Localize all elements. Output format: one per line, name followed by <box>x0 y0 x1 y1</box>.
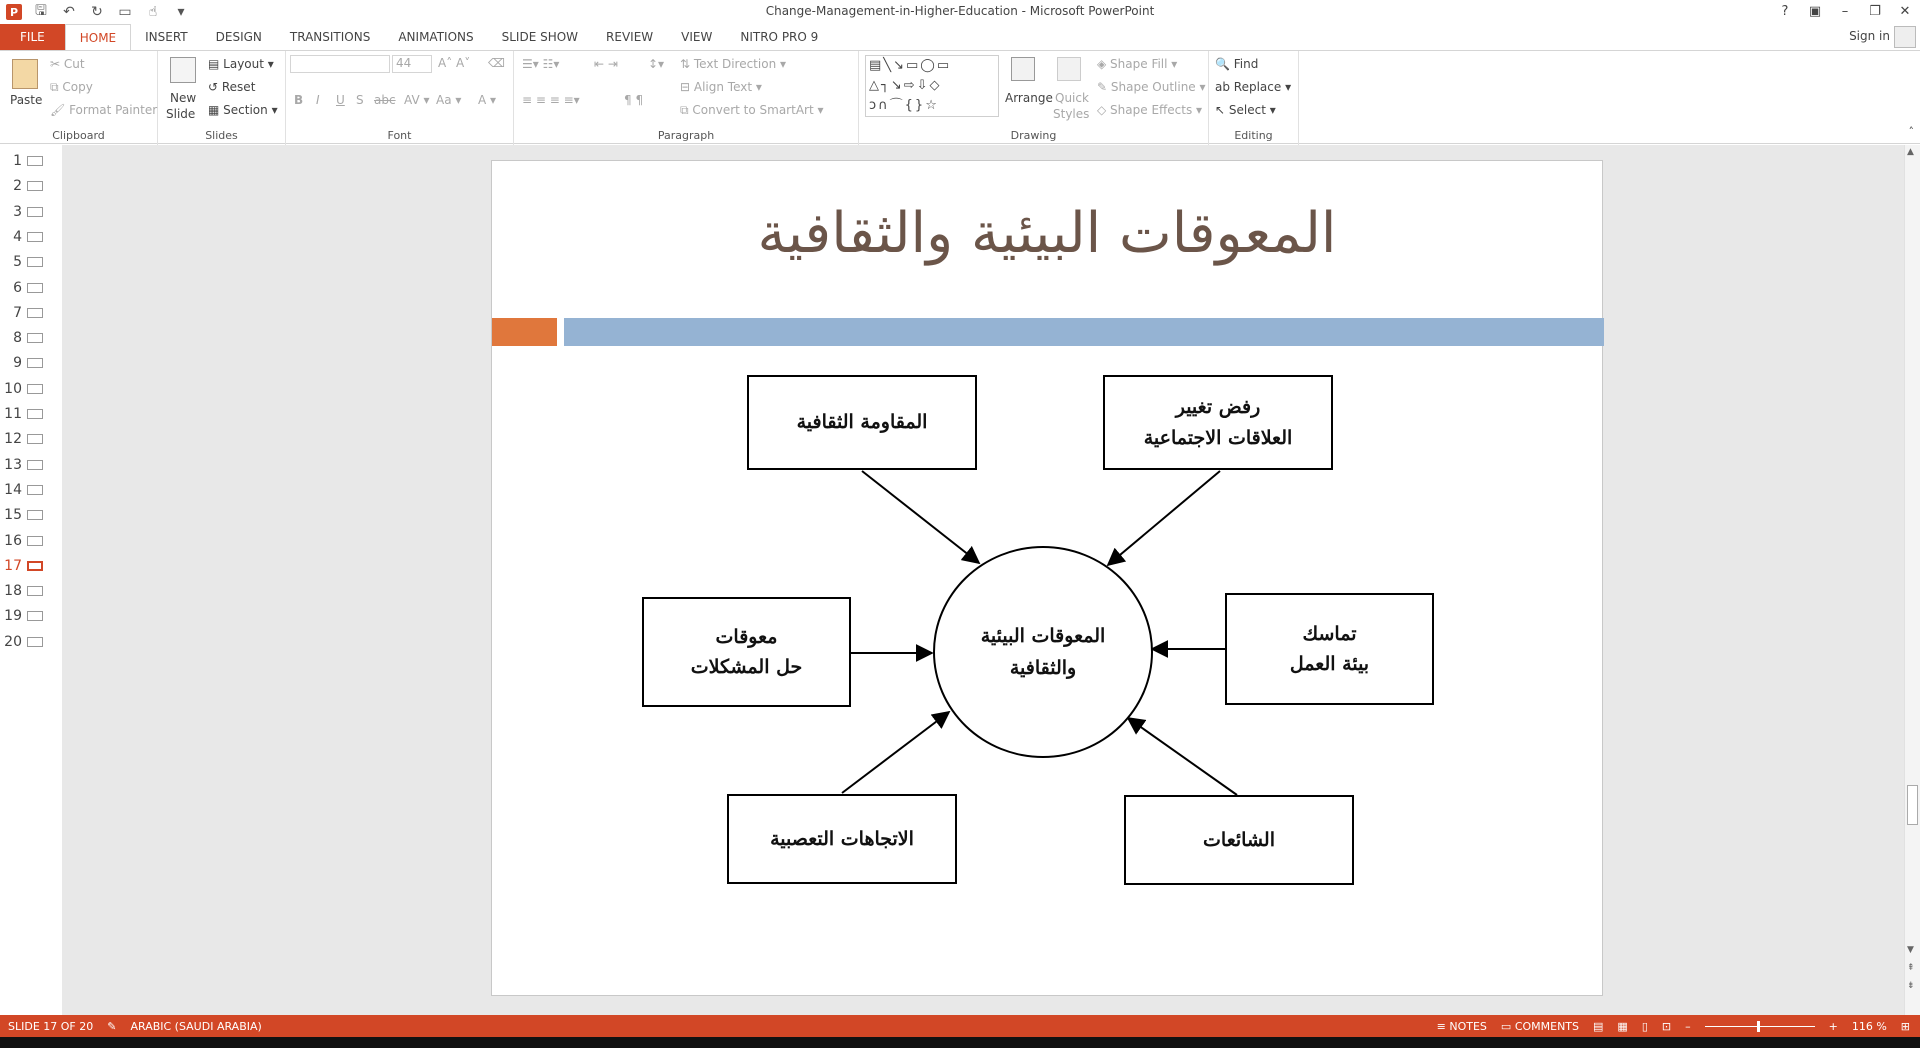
drawing-group <box>859 51 1209 145</box>
indent-icon[interactable]: ⇤ ⇥ <box>594 57 618 71</box>
convert-smartart-label: Convert to SmartArt <box>692 103 814 117</box>
sign-in-link[interactable]: Sign in <box>1849 29 1890 43</box>
slide-number: 20 <box>4 633 22 650</box>
change-case-icon[interactable]: Aa ▾ <box>436 93 462 107</box>
replace-button[interactable]: ab Replace ▾ <box>1215 80 1292 94</box>
status-bar <box>0 1015 1920 1037</box>
slide-number: 8 <box>13 330 22 347</box>
arrow-bottom-left <box>842 712 949 793</box>
slide-sorter-icon[interactable]: ▦ <box>1617 1019 1628 1033</box>
scroll-thumb[interactable] <box>1907 785 1918 825</box>
convert-smartart-button[interactable]: ⧉ Convert to SmartArt ▾ <box>680 103 824 117</box>
minimize-icon[interactable]: – <box>1841 4 1849 19</box>
slide-thumbnail[interactable] <box>0 303 62 323</box>
slide-thumbnail-preview[interactable] <box>27 207 43 217</box>
slide-thumbnail-preview[interactable] <box>27 283 43 293</box>
new-slide-icon[interactable] <box>170 57 196 83</box>
slide-number: 1 <box>13 153 22 169</box>
scroll-up-icon[interactable]: ▲ <box>1907 147 1914 157</box>
slide-number: 17 <box>4 557 22 574</box>
slide-thumbnail-preview[interactable] <box>27 586 43 596</box>
slide-number: 18 <box>4 583 22 600</box>
tab-transitions[interactable]: TRANSITIONS <box>289 30 371 44</box>
touch-mode-icon[interactable]: ☝ <box>148 4 158 20</box>
box-problem-solving-obstacles[interactable]: معوقات حل المشكلات <box>642 597 851 707</box>
align-icons[interactable]: ≡ ≡ ≡ ≡▾ <box>522 93 580 107</box>
slide-number: 4 <box>13 228 22 245</box>
shape-effects-button[interactable]: ◇ Shape Effects ▾ <box>1097 103 1203 117</box>
shape-outline-label: Shape Outline <box>1110 80 1196 94</box>
next-slide-icon[interactable]: ⇟ <box>1907 981 1915 991</box>
find-label: Find <box>1233 57 1259 71</box>
redo-icon[interactable]: ↻ <box>91 4 103 20</box>
box-biased-attitudes[interactable]: الاتجاهات التعصبية <box>727 794 957 884</box>
slide-thumbnail[interactable] <box>0 632 62 652</box>
powerpoint-logo-icon: P <box>6 4 22 20</box>
font-size-input[interactable]: 44 <box>392 55 432 73</box>
copy-label: Copy <box>62 80 93 94</box>
cut-button[interactable]: ✂ Cut <box>50 57 85 71</box>
restore-icon[interactable]: ❐ <box>1869 4 1881 19</box>
ribbon <box>0 50 1920 144</box>
format-painter-label: Format Painter <box>69 103 158 117</box>
save-icon[interactable]: 🖫 <box>35 3 47 19</box>
arrange-icon[interactable] <box>1011 57 1035 81</box>
slide-thumbnail-preview[interactable] <box>27 460 43 470</box>
select-label: Select <box>1228 103 1266 117</box>
box-work-cohesion[interactable]: تماسك بيئة العمل <box>1225 593 1434 705</box>
tab-nitro[interactable]: NITRO PRO 9 <box>740 30 819 44</box>
ribbon-tabs <box>0 24 1920 50</box>
slide-thumbnail-preview[interactable] <box>27 611 43 621</box>
find-button[interactable]: 🔍 Find <box>1215 57 1259 71</box>
reading-view-icon[interactable]: ▯ <box>1641 1019 1648 1033</box>
ribbon-display-icon[interactable]: ▣ <box>1808 4 1822 19</box>
section-label: Section <box>223 103 268 117</box>
tab-slide-show[interactable]: SLIDE SHOW <box>501 30 579 44</box>
slide-thumbnail-preview[interactable] <box>27 181 43 191</box>
drawing-label: Drawing <box>1010 129 1057 142</box>
bullets-icon[interactable]: ☰▾ ☷▾ <box>522 57 560 71</box>
slide-thumbnail[interactable] <box>0 505 62 525</box>
slide-thumbnail-preview[interactable] <box>27 485 43 495</box>
slide-number: 13 <box>4 456 22 473</box>
slide-number: 15 <box>4 507 22 524</box>
taskbar-strip <box>0 1037 1920 1048</box>
align-text-button[interactable]: ⊟ Align Text ▾ <box>680 80 762 94</box>
slide-counter: SLIDE 17 OF 20 <box>8 1019 94 1033</box>
tab-design[interactable]: DESIGN <box>215 30 262 44</box>
slide-thumbnail[interactable] <box>0 202 62 222</box>
spellcheck-icon[interactable]: ✎ <box>107 1019 117 1033</box>
comments-label: COMMENTS <box>1514 1019 1580 1033</box>
language-indicator[interactable]: ARABIC (SAUDI ARABIA) <box>130 1019 262 1033</box>
slide-thumbnail-preview[interactable] <box>27 333 43 343</box>
presentation-icon[interactable]: ▭ <box>118 4 132 20</box>
slide-thumbnail-preview[interactable] <box>27 536 43 546</box>
copy-button[interactable]: ⧉ Copy <box>50 80 93 94</box>
reset-button[interactable]: ↺ Reset <box>208 80 256 94</box>
slide-thumbnail[interactable] <box>0 404 62 424</box>
center-circle[interactable]: المعوقات البيئية والثقافية <box>933 546 1153 758</box>
slide-number: 19 <box>4 608 22 625</box>
quick-styles-button-line2[interactable]: Styles <box>1053 107 1090 121</box>
slide-thumbnail-preview[interactable] <box>27 637 43 647</box>
shape-fill-button[interactable]: ◈ Shape Fill ▾ <box>1097 57 1178 71</box>
slide-thumbnail[interactable] <box>0 455 62 475</box>
undo-icon[interactable]: ↶ <box>63 4 75 20</box>
zoom-out-icon[interactable]: – <box>1685 1019 1691 1033</box>
replace-label: Replace <box>1233 80 1282 94</box>
slide-thumbnail[interactable] <box>0 429 62 449</box>
slide-thumbnail-preview[interactable] <box>27 232 43 242</box>
font-label: Font <box>387 129 412 142</box>
slide-thumbnail-pane <box>0 145 62 1015</box>
zoom-in-icon[interactable]: + <box>1828 1019 1838 1033</box>
align-text-label: Align Text <box>693 80 753 94</box>
slide-thumbnail[interactable] <box>0 581 62 601</box>
slide-thumbnail-preview[interactable] <box>27 561 43 571</box>
slide-thumbnail[interactable] <box>0 176 62 196</box>
slide-thumbnail[interactable] <box>0 606 62 626</box>
shape-effects-label: Shape Effects <box>1110 103 1193 117</box>
slide-title[interactable]: المعوقات البيئية والثقافية <box>757 201 1337 266</box>
slide-number: 6 <box>13 279 22 296</box>
clipboard-label: Clipboard <box>52 129 105 142</box>
clipboard-group <box>0 51 158 145</box>
tab-review[interactable]: REVIEW <box>606 30 654 44</box>
shape-outline-button[interactable]: ✎ Shape Outline ▾ <box>1097 80 1206 94</box>
editing-group <box>1209 51 1299 145</box>
slide-number: 7 <box>13 304 22 321</box>
quick-styles-icon[interactable] <box>1057 57 1081 81</box>
window-title: Change-Management-in-Higher-Education - Microsoft PowerPoint <box>765 4 1155 18</box>
layout-button[interactable]: ▤ Layout ▾ <box>208 57 274 71</box>
tab-insert[interactable]: INSERT <box>145 30 188 44</box>
new-slide-button[interactable]: New <box>170 91 197 105</box>
notes-button[interactable]: ≡ NOTES <box>1436 1019 1487 1033</box>
arrange-button[interactable]: Arrange <box>1005 91 1053 105</box>
underline-icon[interactable]: U <box>336 93 345 107</box>
slideshow-view-icon[interactable]: ⊡ <box>1661 1019 1672 1033</box>
slide-thumbnail-preview[interactable] <box>27 308 43 318</box>
quick-access-toolbar <box>0 0 190 24</box>
slides-group <box>158 51 286 145</box>
font-group <box>286 51 514 145</box>
slide-number: 14 <box>4 481 22 498</box>
tab-file[interactable]: FILE <box>0 24 65 50</box>
collapse-ribbon-icon[interactable]: ˄ <box>1908 125 1914 138</box>
text-direction-label: Text Direction <box>693 57 777 71</box>
reset-label: Reset <box>221 80 256 94</box>
editing-label: Editing <box>1234 129 1273 142</box>
slide-thumbnail-preview[interactable] <box>27 510 43 520</box>
arrow-top-right <box>1108 471 1220 565</box>
new-slide-button-line2[interactable]: Slide <box>166 107 196 121</box>
slide-editor <box>62 145 1904 1015</box>
text-direction-button[interactable]: ⇅ Text Direction ▾ <box>680 57 787 71</box>
shape-fill-label: Shape Fill <box>1110 57 1168 71</box>
customize-qat-icon[interactable]: ▾ <box>177 4 185 20</box>
slide-number: 5 <box>13 254 22 271</box>
tab-view[interactable]: VIEW <box>681 30 713 44</box>
slide-thumbnail[interactable] <box>0 252 62 272</box>
paragraph-group <box>514 51 859 145</box>
title-bar <box>0 0 1920 24</box>
box-rumors[interactable]: الشائعات <box>1124 795 1354 885</box>
strikethrough-icon[interactable]: abc <box>374 93 396 107</box>
clear-formatting-icon[interactable]: ⌫ <box>488 56 505 70</box>
comments-button[interactable]: ▭ COMMENTS <box>1500 1019 1580 1033</box>
select-button[interactable]: ↖ Select ▾ <box>1215 103 1276 117</box>
zoom-slider[interactable] <box>1705 1026 1815 1027</box>
slide-thumbnail[interactable] <box>0 353 62 373</box>
vertical-scrollbar[interactable] <box>1904 145 1920 1015</box>
quick-styles-button[interactable]: Quick <box>1055 91 1089 105</box>
notes-label: NOTES <box>1449 1019 1487 1033</box>
shadow-icon[interactable]: S <box>356 93 364 107</box>
arrow-bottom-right <box>1128 718 1237 795</box>
paste-icon[interactable] <box>12 59 38 89</box>
slide-number: 9 <box>13 355 22 372</box>
prev-slide-icon[interactable]: ⇞ <box>1907 963 1915 973</box>
arrow-top-left <box>862 471 979 563</box>
slide-thumbnail[interactable] <box>0 556 62 576</box>
tab-animations[interactable]: ANIMATIONS <box>398 30 474 44</box>
slides-label: Slides <box>205 129 238 142</box>
bold-icon[interactable]: B <box>294 93 304 107</box>
paragraph-label: Paragraph <box>657 129 715 142</box>
slide-thumbnail[interactable] <box>0 278 62 298</box>
slide-thumbnail-preview[interactable] <box>27 156 43 166</box>
line-spacing-icon[interactable]: ↕▾ <box>648 57 665 71</box>
close-icon[interactable]: ✕ <box>1899 4 1911 19</box>
format-painter-button[interactable]: 🖌 Format Painter <box>50 103 158 117</box>
zoom-slider-thumb[interactable] <box>1757 1021 1760 1032</box>
slide-thumbnail-preview[interactable] <box>27 257 43 267</box>
slide-thumbnail[interactable] <box>0 151 62 171</box>
tab-home[interactable]: HOME <box>65 24 131 50</box>
slide-number: 3 <box>13 203 22 220</box>
slide-thumbnail[interactable] <box>0 379 62 399</box>
slide-number: 16 <box>4 532 22 549</box>
box-reject-social-relations[interactable]: رفض تغيير العلاقات الاجتماعية <box>1103 375 1333 470</box>
text-direction-rtl-icon[interactable]: ¶ ¶ <box>624 93 644 107</box>
char-spacing-icon[interactable]: AV ▾ <box>404 93 430 107</box>
slide-thumbnail-preview[interactable] <box>27 434 43 444</box>
slide-thumbnail[interactable] <box>0 227 62 247</box>
font-color-icon[interactable]: A ▾ <box>478 93 497 107</box>
help-icon[interactable]: ? <box>1781 4 1789 19</box>
box-cultural-resistance[interactable]: المقاومة الثقافية <box>747 375 977 470</box>
normal-view-icon[interactable]: ▤ <box>1593 1019 1604 1033</box>
slide-thumbnail[interactable] <box>0 328 62 348</box>
layout-label: Layout <box>223 57 264 71</box>
cut-label: Cut <box>63 57 85 71</box>
slide-number: 2 <box>13 178 22 195</box>
section-button[interactable]: ▦ Section ▾ <box>208 103 278 117</box>
zoom-level[interactable]: 116 % <box>1851 1019 1887 1033</box>
fit-slide-icon[interactable]: ⊞ <box>1900 1019 1910 1033</box>
slide-number: 10 <box>4 380 22 397</box>
slide-thumbnail-preview[interactable] <box>27 358 43 368</box>
scroll-down-icon[interactable]: ▼ <box>1907 945 1914 955</box>
slide-thumbnail[interactable] <box>0 480 62 500</box>
italic-icon[interactable]: I <box>316 93 320 107</box>
slide-thumbnail-preview[interactable] <box>27 409 43 419</box>
slide-number: 11 <box>4 406 22 422</box>
paste-button[interactable]: Paste <box>10 93 43 107</box>
slide-number: 12 <box>4 431 22 448</box>
slide-thumbnail[interactable] <box>0 531 62 551</box>
font-name-input[interactable] <box>290 55 390 73</box>
slide-thumbnail-preview[interactable] <box>27 384 43 394</box>
slide-canvas[interactable] <box>491 160 1603 996</box>
user-avatar-icon[interactable] <box>1894 26 1916 48</box>
grow-font-icon[interactable]: A˄ A˅ <box>438 56 471 70</box>
shapes-gallery[interactable]: ▤╲↘▭◯▭ △┐↘⇨⇩◇ ↄ∩⌒{}☆ <box>865 55 999 117</box>
